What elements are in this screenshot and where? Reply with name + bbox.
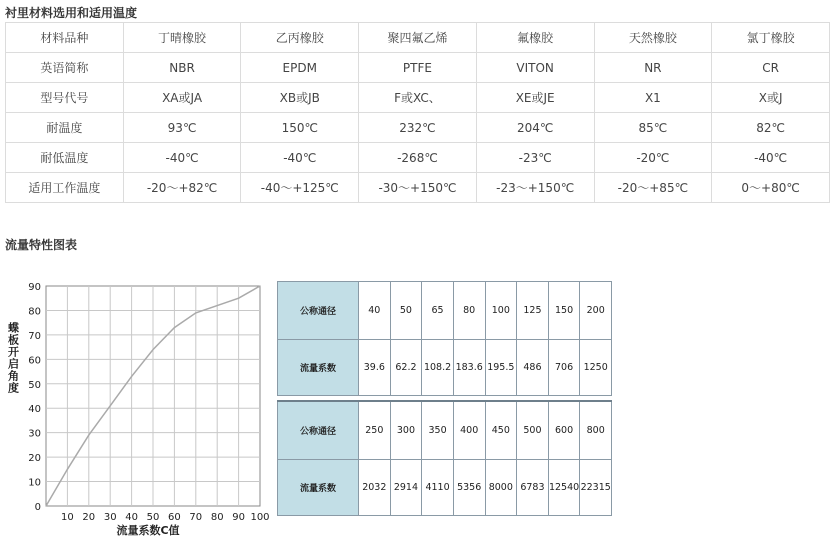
row-label-cell: 材料品种 [6,23,124,53]
spec-value-cell: 486 [517,340,549,396]
material-cell: 氯丁橡胶 [712,23,830,53]
material-cell: -20～+82℃ [123,173,241,203]
spec-value-cell: 2032 [359,460,391,516]
x-tick-label: 100 [250,512,270,523]
x-axis-label: 流量系数C值 [116,524,180,537]
material-row [6,83,830,113]
row-label-cell: 耐温度 [6,113,124,143]
material-cell: 204℃ [476,113,594,143]
material-table [5,22,830,203]
spec-row [278,282,612,340]
spec-value-cell: 183.6 [453,340,485,396]
spec-row [278,460,612,516]
spec-value-cell: 62.2 [390,340,422,396]
spec-value-cell: 2914 [390,460,422,516]
spec-value-cell: 100 [485,282,517,340]
spec-value-cell: 150 [548,282,580,340]
spec-value-cell: 400 [453,401,485,460]
material-row [6,53,830,83]
material-row [6,173,830,203]
material-cell: PTFE [359,53,477,83]
spec-value-cell: 39.6 [359,340,391,396]
spec-header-cell: 公称通径 [278,401,359,460]
spec-header-cell: 流量系数 [278,340,359,396]
y-tick-label: 0 [34,502,41,513]
x-tick-label: 70 [189,512,203,523]
material-cell: -20℃ [594,143,712,173]
spec-value-cell: 450 [485,401,517,460]
flow-characteristic-chart [0,270,275,542]
spec-value-cell: 600 [548,401,580,460]
spec-value-cell: 195.5 [485,340,517,396]
y-tick-label: 60 [28,355,41,367]
material-cell: NBR [123,53,241,83]
spec-value-cell: 1250 [580,340,612,396]
spec-value-cell: 12540 [548,460,580,516]
material-row [6,143,830,173]
spec-header-cell: 公称通径 [278,282,359,340]
spec-value-cell: 250 [359,401,391,460]
row-label-cell: 型号代号 [6,83,124,113]
y-tick-label: 30 [28,428,41,440]
x-tick-label: 50 [146,512,160,523]
y-tick-label: 70 [28,330,41,342]
material-cell: -40℃ [241,143,359,173]
material-cell: X1 [594,83,712,113]
material-cell: XE或JE [476,83,594,113]
y-tick-label: 90 [28,282,41,293]
spec-value-cell: 4110 [422,460,454,516]
material-cell: 聚四氟乙烯 [359,23,477,53]
y-axis-label: 蝶板开启角度 [6,322,20,394]
material-cell: 乙丙橡胶 [241,23,359,53]
row-label-cell: 适用工作温度 [6,173,124,203]
material-cell: 85℃ [594,113,712,143]
material-cell: -40～+125℃ [241,173,359,203]
spec-row [278,340,612,396]
material-cell: X或J [712,83,830,113]
material-cell: XB或JB [241,83,359,113]
material-cell: -40℃ [712,143,830,173]
spec-value-cell: 350 [422,401,454,460]
y-tick-label: 50 [28,379,41,391]
material-cell: 82℃ [712,113,830,143]
y-tick-label: 10 [28,477,41,489]
material-cell: EPDM [241,53,359,83]
spec-value-cell: 200 [580,282,612,340]
material-cell: -23℃ [476,143,594,173]
spec-value-cell: 800 [580,401,612,460]
y-tick-label: 20 [28,453,41,465]
spec-value-cell: 300 [390,401,422,460]
spec-value-cell: 5356 [453,460,485,516]
material-cell: 232℃ [359,113,477,143]
y-tick-label: 40 [28,404,41,416]
material-cell: 150℃ [241,113,359,143]
material-cell: -40℃ [123,143,241,173]
material-cell: -23～+150℃ [476,173,594,203]
material-cell: -268℃ [359,143,477,173]
spec-value-cell: 22315 [580,460,612,516]
x-tick-label: 60 [168,512,181,523]
material-cell: 0～+80℃ [712,173,830,203]
spec-value-cell: 125 [517,282,549,340]
material-cell: -30～+150℃ [359,173,477,203]
spec-value-cell: 706 [548,340,580,396]
material-row [6,113,830,143]
x-tick-label: 40 [125,512,138,523]
material-section-title: 衬里材料选用和适用温度 [5,6,138,20]
spec-value-cell: 500 [517,401,549,460]
spec-value-cell: 80 [453,282,485,340]
material-row [6,23,830,53]
material-cell: 天然橡胶 [594,23,712,53]
material-cell: CR [712,53,830,83]
x-tick-label: 90 [232,512,245,523]
y-tick-label: 80 [28,306,41,318]
flow-section-title: 流量特性图表 [5,238,78,252]
spec-value-cell: 40 [359,282,391,340]
x-tick-label: 30 [103,512,117,523]
material-cell: NR [594,53,712,83]
material-cell: VITON [476,53,594,83]
material-cell: XA或JA [123,83,241,113]
row-label-cell: 耐低温度 [6,143,124,173]
x-tick-label: 20 [82,512,96,523]
spec-value-cell: 6783 [517,460,549,516]
material-cell: F或XC、 [359,83,477,113]
material-cell: 丁晴橡胶 [123,23,241,53]
spec-row [278,401,612,460]
spec-value-cell: 8000 [485,460,517,516]
material-cell: 93℃ [123,113,241,143]
material-cell: -20～+85℃ [594,173,712,203]
x-tick-label: 10 [61,512,74,523]
material-cell: 氟橡胶 [476,23,594,53]
row-label-cell: 英语简称 [6,53,124,83]
flow-coefficient-table [277,281,612,516]
spec-header-cell: 流量系数 [278,460,359,516]
spec-value-cell: 65 [422,282,454,340]
x-tick-label: 80 [210,512,224,523]
spec-value-cell: 50 [390,282,422,340]
spec-value-cell: 108.2 [422,340,454,396]
